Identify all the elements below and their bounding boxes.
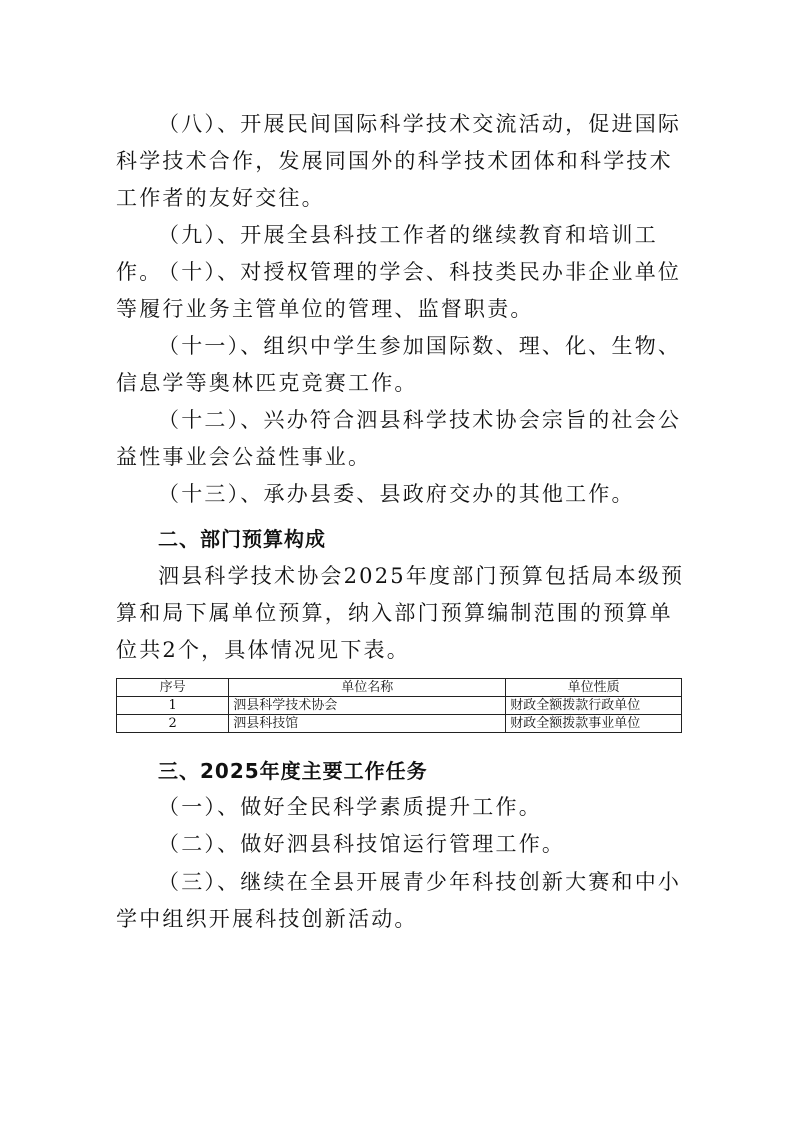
paragraph-item-11: （十一）、组织中学生参加国际数、理、化、生物、信息学等奥林匹克竞赛工作。 — [116, 334, 682, 395]
column-header-unit-type: 单位性质 — [506, 679, 682, 697]
task-item-2: （二）、做好泗县科技馆运行管理工作。 — [158, 832, 566, 856]
cell-unit-type: 财政全额拨款行政单位 — [506, 697, 682, 715]
cell-unit-name: 泗县科技馆 — [229, 715, 506, 733]
column-header-number: 序号 — [117, 679, 229, 697]
task-item-1: （一）、做好全民科学素质提升工作。 — [158, 795, 542, 819]
table-header-row — [117, 679, 682, 697]
paragraph-item-9: （九）、开展全县科技工作者的继续教育和培训工作。 — [116, 223, 658, 284]
paragraph-item-8: （八）、开展民间国际科学技术交流活动，促进国际科学技术合作，发展同国外的科学技术团体和科学技术工作者的友好交往。 — [116, 112, 682, 210]
paragraph-item-13: （十三）、承办县委、县政府交办的其他工作。 — [158, 482, 635, 506]
column-header-unit-name: 单位名称 — [229, 679, 506, 697]
table-row — [117, 697, 682, 715]
cell-number: 1 — [117, 697, 229, 715]
cell-number: 2 — [117, 715, 229, 733]
cell-unit-name: 泗县科学技术协会 — [229, 697, 506, 715]
table-row — [117, 715, 682, 733]
paragraph-item-12: （十二）、兴办符合泗县科学技术协会宗旨的社会公益性事业会公益性事业。 — [116, 408, 682, 469]
cell-unit-type: 财政全额拨款事业单位 — [506, 715, 682, 733]
budget-units-table — [116, 678, 682, 733]
paragraph-item-10: （十）、对授权管理的学会、科技类民办非企业单位等履行业务主管单位的管理、监督职责。 — [116, 260, 682, 321]
budget-structure-paragraph: 泗县科学技术协会2025年度部门预算包括局本级预算和局下属单位预算，纳入部门预算编制范围的预算单位共2个，具体情况见下表。 — [116, 564, 685, 662]
section-heading-main-tasks: 三、2025年度主要工作任务 — [158, 759, 428, 783]
section-heading-budget-structure: 二、部门预算构成 — [158, 527, 326, 551]
task-item-3: （三）、继续在全县开展青少年科技创新大赛和中小学中组织开展科技创新活动。 — [116, 870, 682, 931]
